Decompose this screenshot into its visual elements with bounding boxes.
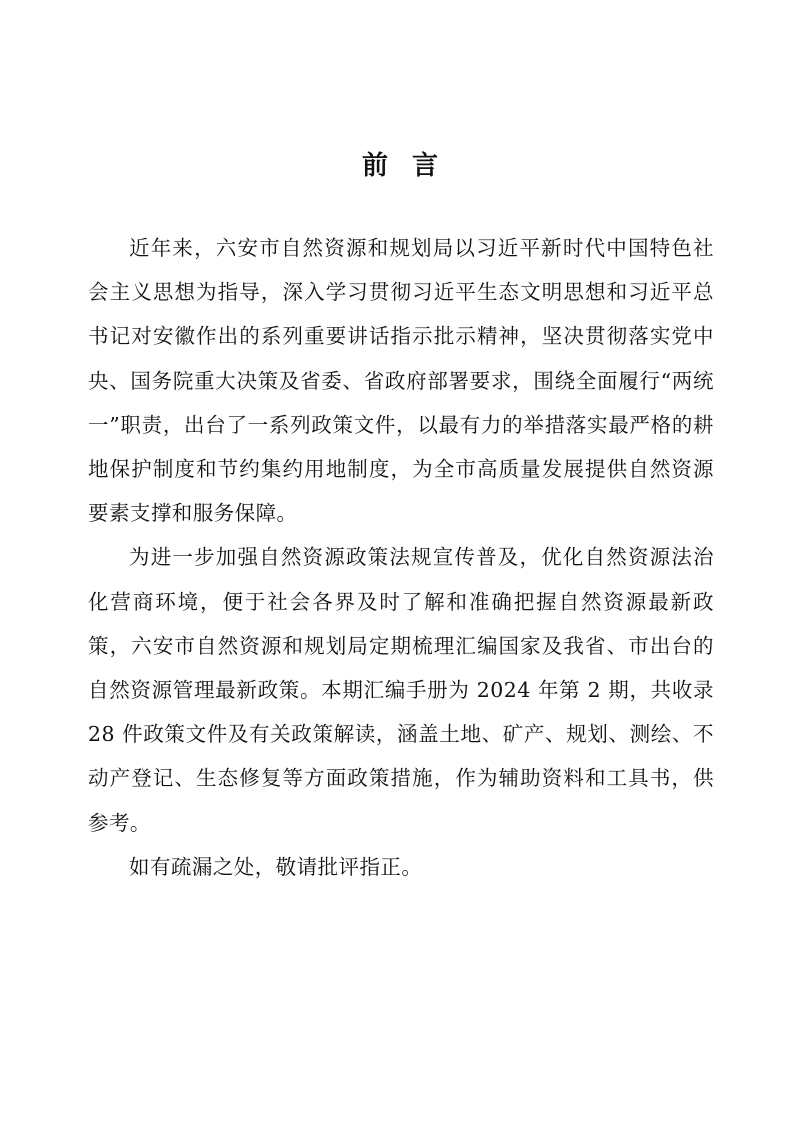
paragraph-closing: 如有疏漏之处，敬请批评指正。 <box>129 854 423 879</box>
paragraph-intro: 近年来，六安市自然资源和规划局以习近平新时代中国特色社会主义思想为指导，深入学习贯彻习近平生态文明思想和习近平总书记对安徽作出的系列重要讲话指示批示精神，坚决贯彻落实党中央、国务院重大决策及省委、省政府部署要求，围绕全面履行“两统一”职责，出台了一系列政策文件，以最有力的举措落实最严格的耕地保护制度和节约集约用地制度，为全市高质量发展提供自然资源要素支撑和服务保障。 <box>88 236 714 526</box>
preface-body <box>88 226 714 889</box>
page-title: 前言 <box>361 151 462 181</box>
paragraph-purpose: 为进一步加强自然资源政策法规宣传普及，优化自然资源法治化营商环境，便于社会各界及时了解和准确把握自然资源最新政策，六安市自然资源和规划局定期梳理汇编国家及我省、市出台的自然资源管理最新政策。本期汇编手册为 2024 年第 2 期，共收录 28 件政策文件及有关政策解读，涵盖土地、矿产、规划、测绘、不动产登记、生态修复等方面政策措施，作为辅助资料和工具书，供参考。 <box>88 545 714 835</box>
